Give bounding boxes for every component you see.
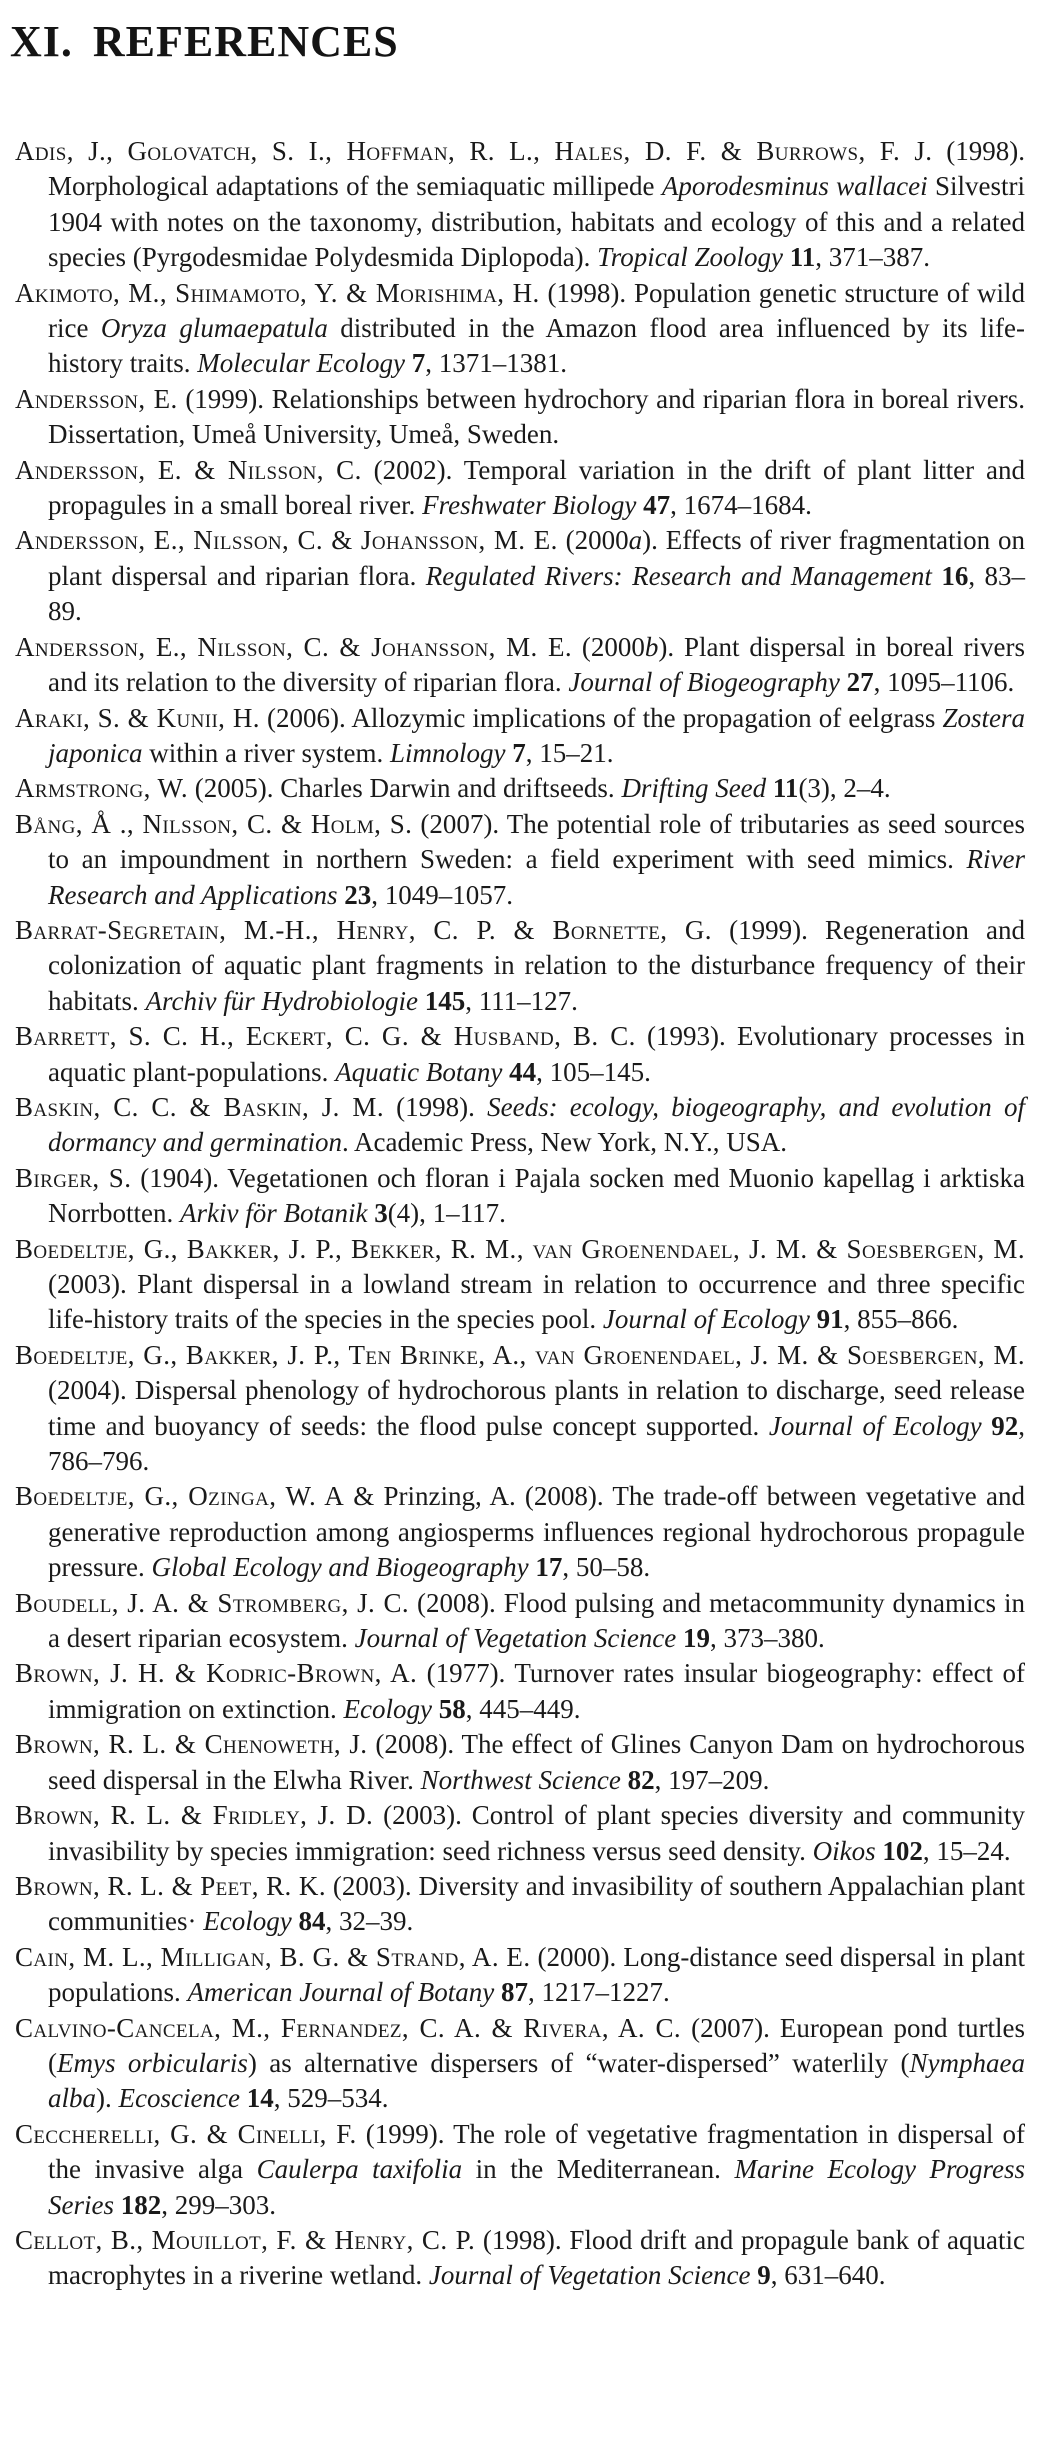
reference-segment: Cellot, B., Mouillot, F. & Henry, C. P. <box>15 2224 476 2255</box>
reference-item <box>10 1869 1025 1940</box>
reference-segment <box>114 2190 121 2220</box>
reference-item <box>10 1090 1025 1161</box>
reference-segment: 27 <box>846 667 874 698</box>
reference-segment: Ceccherelli, G. & Cinelli, F. <box>15 2118 357 2149</box>
reference-segment: , 1371–1381. <box>425 348 567 379</box>
reference-segment: . Academic Press, New York, N.Y., USA. <box>341 1127 787 1158</box>
reference-item <box>10 2223 1025 2294</box>
reference-segment: 145 <box>424 985 466 1016</box>
reference-segment: River Research and Applications <box>48 844 1025 910</box>
reference-segment: Journal of Vegetation Science <box>428 2260 751 2291</box>
reference-segment: ). Effects of river fragmentation on plant dispersal and riparian flora. <box>48 525 1026 591</box>
reference-segment: Ecoscience <box>118 2083 240 2114</box>
reference-segment: Molecular Ecology <box>197 348 405 379</box>
reference-segment: , 83–89. <box>48 560 1026 627</box>
reference-item <box>10 276 1025 382</box>
reference-segment: ) as alternative dispersers of “water-dispersed” waterlily ( <box>247 2047 910 2078</box>
reference-item <box>10 1656 1025 1727</box>
reference-segment: (1977). Turnover rates insular biogeography: effect of immigration on extinction. <box>48 1658 1026 1724</box>
reference-segment: Cain, M. L., Milligan, B. G. & Strand, A. E. <box>15 1941 531 1972</box>
reference-segment: Araki, S. & Kunii, H. <box>15 702 260 733</box>
reference-segment: & Prinzing, A. (2008). The trade-off between vegetative and generative reproduction among angiosperms influences regional hydrochorous propagule pressure. <box>48 1481 1025 1583</box>
reference-segment: Journal of Vegetation Science <box>354 1623 677 1654</box>
reference-segment: Brown, R. L. & Peet, R. K. <box>15 1870 326 1901</box>
reference-segment: Limnology <box>389 737 506 768</box>
reference-segment: 182 <box>120 2189 162 2220</box>
reference-segment: (2005). Charles Darwin and driftseeds. <box>188 773 622 804</box>
reference-segment: (1998). <box>383 1091 488 1122</box>
reference-segment: Drifting Seed <box>621 773 767 804</box>
reference-item <box>10 1798 1025 1869</box>
reference-segment: Andersson, E. & Nilsson, C. <box>15 454 362 485</box>
reference-segment: Aquatic Botany <box>335 1056 503 1087</box>
reference-segment: Boedeltje, G., Ozinga, W. A <box>15 1481 345 1512</box>
reference-segment: Ecology <box>343 1693 432 1724</box>
reference-item <box>10 630 1025 701</box>
reference-segment: 102 <box>882 1835 923 1866</box>
reference-segment: 7 <box>411 348 426 379</box>
reference-segment: , 786–796. <box>48 1410 1025 1477</box>
reference-segment: (1999). Regeneration and colonization of aquatic plant fragments in relation to the disturbance frequency of their habitats. <box>48 914 1026 1016</box>
reference-segment: 82 <box>627 1764 655 1795</box>
reference-segment: (2003). Diversity and invasibility of southern Appalachian plant communities· <box>48 1870 1025 1937</box>
reference-item <box>10 771 1025 806</box>
reference-item <box>10 134 1025 276</box>
reference-segment: , 1049–1057. <box>371 879 513 910</box>
reference-segment: 58 <box>438 1693 466 1724</box>
reference-segment: (1999). The role of vegetative fragmentation in dispersal of the invasive alga <box>48 2118 1026 2185</box>
reference-segment: Regulated Rivers: Research and Management <box>425 560 932 591</box>
reference-segment: (2000). Long-distance seed dispersal in plant populations. <box>48 1941 1025 2008</box>
section-title <box>10 17 1025 66</box>
reference-item <box>10 1940 1025 2011</box>
reference-segment: Freshwater Biology <box>422 490 637 521</box>
reference-segment: Brown, R. L. & Chenoweth, J. <box>15 1729 368 1760</box>
reference-item <box>10 2117 1025 2223</box>
reference-segment: (1904). Vegetationen och floran i Pajala socken med Muonio kapellag i arktiska Norrbotten. <box>48 1162 1025 1229</box>
reference-segment: Oryza glumaepatula <box>100 313 328 344</box>
reference-segment: , 105–145. <box>536 1056 651 1087</box>
reference-segment: , 529–534. <box>273 2083 389 2114</box>
reference-segment: Adis, J., Golovatch, S. I., Hoffman, R. L., Hales, D. F. & Burrows, F. J. <box>15 136 933 166</box>
reference-segment: Birger, S. <box>15 1162 132 1193</box>
reference-segment: 92 <box>991 1410 1019 1441</box>
reference-segment <box>240 2083 247 2113</box>
reference-segment: Arkiv för Botanik <box>179 1198 368 1229</box>
reference-segment: (2000 <box>572 631 645 662</box>
reference-segment <box>405 348 412 378</box>
reference-segment: American Journal of Botany <box>187 1977 495 2008</box>
reference-segment <box>432 1694 439 1724</box>
reference-segment: 3 <box>374 1198 388 1229</box>
reference-segment: Barrat-Segretain, M.-H., Henry, C. P. & Bornette, G. <box>15 914 712 945</box>
reference-segment: , 15–24. <box>922 1835 1011 1866</box>
reference-segment: Armstrong, W. <box>15 773 189 804</box>
reference-segment: (2000 <box>557 525 629 556</box>
reference-segment: Tropical Zoology <box>597 242 783 273</box>
reference-item <box>10 1727 1025 1798</box>
reference-segment: 14 <box>246 2083 274 2114</box>
section-heading: REFERENCES <box>92 17 399 66</box>
reference-segment: Archiv für Hydrobiologie <box>145 985 418 1016</box>
reference-segment: 84 <box>298 1906 326 1937</box>
reference-segment: 23 <box>344 879 372 910</box>
reference-item <box>10 1019 1025 1090</box>
reference-item <box>10 1232 1025 1338</box>
reference-segment: , 50–58. <box>562 1552 651 1583</box>
reference-segment: Caulerpa taxifolia <box>256 2154 463 2185</box>
reference-item <box>10 1338 1025 1480</box>
reference-segment <box>810 1304 817 1334</box>
reference-segment: Emys orbicularis <box>57 2047 248 2078</box>
reference-segment <box>766 773 773 803</box>
reference-segment <box>932 561 941 591</box>
reference-segment: within a river system. <box>142 737 390 768</box>
reference-segment: Seeds: ecology, biogeography, and evolution of dormancy and germination <box>48 1091 1025 1158</box>
reference-item <box>10 701 1025 772</box>
reference-segment: , 371–387. <box>815 242 930 273</box>
reference-item <box>10 913 1025 1019</box>
reference-segment: Northwest Science <box>420 1764 621 1795</box>
reference-segment: 91 <box>816 1304 844 1335</box>
reference-segment: Brown, R. L. & Fridley, J. D. <box>15 1800 374 1831</box>
reference-segment: in the Mediterranean. <box>462 2154 735 2185</box>
reference-segment: Ecology <box>203 1906 292 1937</box>
reference-segment: 16 <box>941 560 969 591</box>
reference-item <box>10 1161 1025 1232</box>
reference-segment: (2008). Flood pulsing and metacommunity dynamics in a desert riparian ecosystem. <box>48 1587 1025 1654</box>
reference-segment: (2006). Allozymic implications of the propagation of eelgrass <box>259 702 943 733</box>
reference-segment <box>783 242 790 272</box>
reference-segment: , 15–21. <box>525 737 614 768</box>
reference-segment: b <box>644 631 659 662</box>
reference-segment: Andersson, E., Nilsson, C. & Johansson, M. E. <box>15 525 558 556</box>
reference-segment <box>621 1765 628 1795</box>
reference-segment: Nymphaea alba <box>48 2047 1026 2114</box>
reference-segment: , 299–303. <box>161 2189 276 2220</box>
reference-item <box>10 382 1025 453</box>
reference-segment: Journal of Ecology <box>602 1304 810 1335</box>
reference-segment: (1998). Population genetic structure of wild rice <box>48 277 1025 344</box>
reference-segment: Journal of Ecology <box>768 1410 982 1441</box>
reference-segment <box>494 1977 501 2007</box>
reference-segment: (2002). Temporal variation in the drift of plant litter and propagules in a small boreal river. <box>48 454 1025 521</box>
reference-segment: (1993). Evolutionary processes in aquatic plant-populations. <box>48 1021 1026 1087</box>
reference-item <box>10 453 1025 524</box>
reference-item <box>10 523 1025 629</box>
reference-segment: distributed in the Amazon flood area influenced by its life-history traits. <box>48 313 1025 379</box>
reference-segment: (2007). European pond turtles ( <box>48 2012 1025 2078</box>
reference-segment: (2008). The effect of Glines Canyon Dam on hydrochorous seed dispersal in the Elwha River. <box>48 1729 1025 1795</box>
section-number: XI. <box>10 17 73 66</box>
reference-segment: , 1217–1227. <box>527 1977 670 2008</box>
reference-segment: 7 <box>512 737 526 768</box>
reference-segment <box>982 1411 992 1441</box>
reference-segment: 11 <box>789 242 816 273</box>
reference-segment: Brown, J. H. & Kodric-Brown, A. <box>15 1658 418 1689</box>
reference-segment: 44 <box>509 1056 537 1087</box>
reference-segment: Aporodesminus wallacei <box>661 171 928 202</box>
reference-segment: Calvino-Cancela, M., Fernandez, C. A. & Rivera, A. C. <box>15 2012 682 2043</box>
reference-segment: Global Ecology and Biogeography <box>151 1552 529 1583</box>
reference-segment: , 32–39. <box>325 1906 414 1937</box>
reference-segment: (4), 1–117. <box>387 1198 506 1229</box>
references-list <box>10 134 1025 2294</box>
reference-segment: 19 <box>683 1623 711 1654</box>
reference-segment <box>840 667 847 697</box>
reference-segment: 87 <box>500 1977 528 2008</box>
reference-segment: ). <box>96 2083 119 2114</box>
reference-segment: Oikos <box>812 1835 876 1866</box>
reference-segment: Bång, Å ., Nilsson, C. & Holm, S. <box>15 808 413 839</box>
reference-segment: Andersson, E., Nilsson, C. & Johansson, M. E. <box>15 631 572 662</box>
reference-segment: 9 <box>757 2260 771 2291</box>
reference-segment: (1998). Flood drift and propagule bank of aquatic macrophytes in a riverine wetland. <box>48 2224 1025 2291</box>
reference-segment: 47 <box>643 490 671 521</box>
reference-segment: , 445–449. <box>465 1693 581 1724</box>
reference-segment: , 1674–1684. <box>670 490 812 521</box>
reference-segment: (2004). Dispersal phenology of hydrochorous plants in relation to discharge, seed release time and buoyancy of seeds: the flood pulse concept supported. <box>48 1375 1025 1441</box>
reference-segment: Silvestri 1904 with notes on the taxonomy, distribution, habitats and ecology of this and a related species (Pyrgodesmidae Polydesmida Diplopoda). <box>48 171 1025 273</box>
reference-segment: , 631–640. <box>770 2260 886 2291</box>
reference-segment: Zostera japonica <box>48 702 1025 768</box>
reference-segment: Boedeltje, G., Bakker, J. P., Bekker, R. M., van Groenendael, J. M. & Soesbergen, M. <box>15 1233 1025 1264</box>
reference-segment: , 1095–1106. <box>873 667 1015 698</box>
reference-segment: Journal of Biogeography <box>568 667 840 698</box>
reference-item <box>10 2011 1025 2117</box>
reference-segment: (1998). Morphological adaptations of the semiaquatic millipede <box>48 136 1026 202</box>
reference-segment: Baskin, C. C. & Baskin, J. M. <box>15 1091 384 1122</box>
reference-segment <box>418 986 425 1016</box>
reference-segment: a <box>628 525 643 556</box>
reference-item <box>10 807 1025 913</box>
reference-segment: , 855–866. <box>843 1304 959 1335</box>
reference-segment: (2007). The potential role of tributaries as seed sources to an impoundment in northern Sweden: a field experiment with seed mimics. <box>48 808 1025 875</box>
reference-segment: 17 <box>535 1552 563 1583</box>
reference-segment: , 373–380. <box>710 1623 825 1654</box>
reference-segment: Boudell, J. A. & Stromberg, J. C. <box>15 1587 410 1618</box>
reference-segment: Barrett, S. C. H., Eckert, C. G. & Husband, B. C. <box>15 1021 636 1052</box>
reference-segment: 11 <box>772 773 799 804</box>
reference-segment: , 197–209. <box>654 1764 770 1795</box>
reference-item <box>10 1479 1025 1585</box>
reference-segment: (1999). Relationships between hydrochory and riparian flora in boreal rivers. Dissertation, Umeå University, Umeå, Sweden. <box>48 383 1025 450</box>
reference-item <box>10 1586 1025 1657</box>
reference-segment: Boedeltje, G., Bakker, J. P., Ten Brinke, A., van Groenendael, J. M. & Soesbergen, M. <box>15 1339 1025 1370</box>
reference-segment: (2003). Plant dispersal in a lowland stream in relation to occurrence and three specific life-history traits of the species in the species pool. <box>48 1269 1025 1335</box>
reference-segment: (3), 2–4. <box>798 773 891 804</box>
reference-segment: (2003). Control of plant species diversity and community invasibility by species immigration: seed richness versus seed density. <box>48 1800 1025 1866</box>
reference-segment: , 111–127. <box>465 985 578 1016</box>
reference-segment: Marine Ecology Progress Series <box>48 2154 1026 2220</box>
reference-segment: Akimoto, M., Shimamoto, Y. & Morishima, H. <box>15 277 540 308</box>
reference-segment: ). Plant dispersal in boreal rivers and its relation to the diversity of riparian flora. <box>48 631 1025 698</box>
reference-segment: Andersson, E. <box>15 383 178 414</box>
